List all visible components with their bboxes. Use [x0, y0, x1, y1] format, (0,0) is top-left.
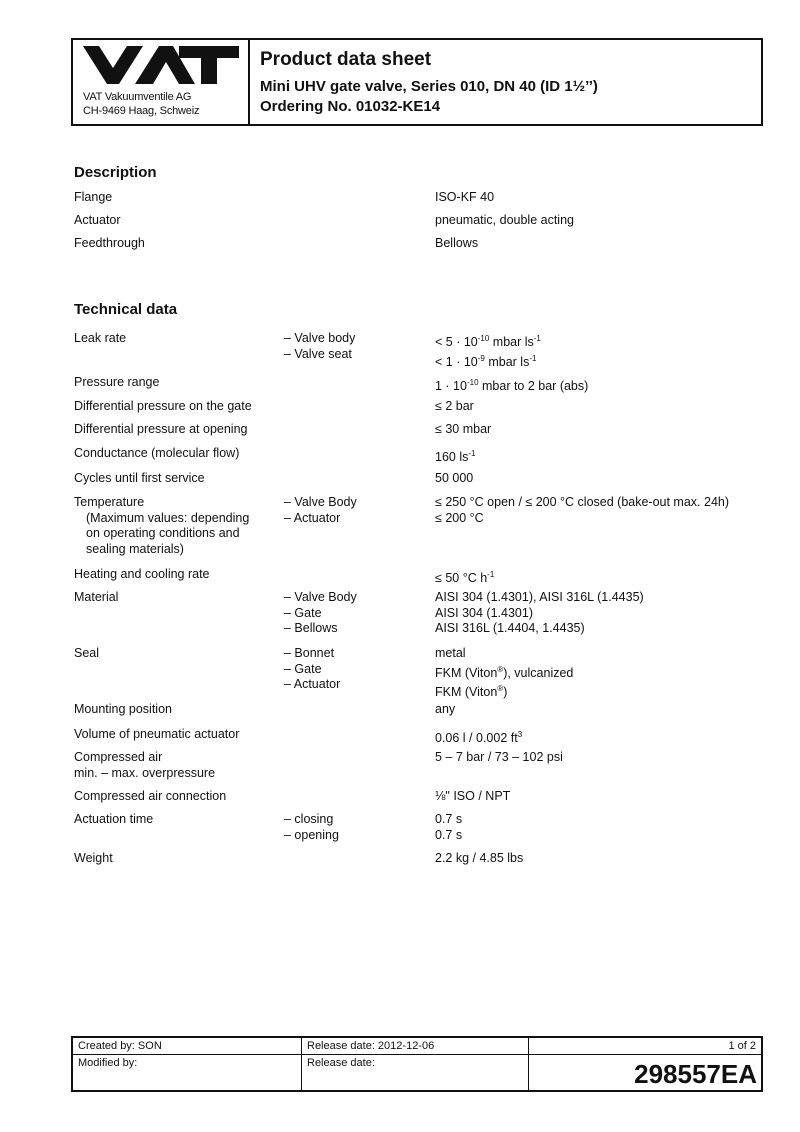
row-label: Cycles until first service — [74, 471, 205, 485]
row-value: 0.06 l / 0.002 $ft^3$ — [435, 730, 523, 746]
title-box — [250, 40, 761, 124]
row-label: Feedthrough — [74, 236, 145, 250]
footer-table — [71, 1036, 763, 1092]
row-label: Compressed air min. – max. overpressure — [74, 750, 216, 780]
row-label: Differential pressure at opening — [74, 422, 248, 436]
row-label: Compressed air connection — [74, 789, 227, 803]
row-value: ISO-KF 40 — [435, 190, 495, 204]
row-label: Seal — [74, 646, 100, 660]
row-value: ⅛" ISO / NPT — [435, 789, 511, 803]
row-label: Actuation time — [74, 812, 154, 826]
release-date-2: Release date: — [302, 1055, 529, 1092]
description-heading: Description — [74, 164, 157, 181]
company-name: VAT Vakuumventile AG — [83, 91, 192, 103]
row-value: Bellows — [435, 236, 479, 250]
technical-heading: Technical data — [74, 301, 178, 318]
row-label: Leak rate — [74, 331, 127, 345]
row-values: metal FKM (Viton®), vulcanized FKM (Viton®) — [435, 646, 574, 700]
company-location: CH-9469 Haag, Schweiz — [83, 105, 200, 117]
row-label: Differential pressure on the gate — [74, 399, 252, 413]
row-label: Temperature (Maximum values: depending on operating conditions and sealing materials) — [74, 495, 250, 556]
header-box — [71, 38, 763, 126]
row-label: Pressure range — [74, 375, 160, 389]
row-values: < $5 \cdot 10^{-10}$ mbar $ls^{-1}$ < $1 \cdot 10^{-9}$ mbar $ls^{-1}$ — [435, 334, 541, 369]
created-by: Created by: SON — [73, 1038, 302, 1055]
logo-box — [73, 40, 250, 124]
row-values: 0.7 s 0.7 s — [435, 812, 463, 842]
vat-logo — [83, 46, 239, 86]
ordering-number: Ordering No. 01032-KE14 — [260, 98, 441, 115]
row-value: $1 \cdot 10^{-10}$ mbar to 2 bar (abs) — [435, 378, 589, 394]
row-value: pneumatic, double acting — [435, 213, 574, 227]
row-values: AISI 304 (1.4301), AISI 316L (1.4435) AISI 304 (1.4301) AISI 316L (1.4404, 1.4435) — [435, 590, 644, 635]
row-value: ≤ 2 bar — [435, 399, 474, 413]
row-label: Flange — [74, 190, 113, 204]
row-label: Conductance (molecular flow) — [74, 446, 240, 460]
row-values: ≤ 250 °C open / ≤ 200 °C closed (bake-out max. 24h) ≤ 200 °C — [435, 495, 730, 525]
row-value: 5 – 7 bar / 73 – 102 psi — [435, 750, 563, 764]
row-label: Material — [74, 590, 119, 604]
row-label: Weight — [74, 851, 113, 865]
row-label: Actuator — [74, 213, 121, 227]
document-number: 298557EA — [634, 1059, 757, 1089]
release-date: Release date: 2012-12-06 — [302, 1038, 529, 1055]
modified-by: Modified by: — [73, 1055, 302, 1092]
row-label: Volume of pneumatic actuator — [74, 727, 240, 741]
row-value: ≤ 50 °C $h^{-1}$ — [435, 570, 495, 586]
row-sublabels: – Valve Body – Gate – Bellows — [284, 590, 357, 635]
row-sublabels: – Bonnet – Gate – Actuator — [284, 646, 341, 691]
row-value: ≤ 30 mbar — [435, 422, 492, 436]
document-title: Product data sheet — [260, 49, 432, 70]
company-address — [83, 90, 199, 118]
row-value: 2.2 kg / 4.85 lbs — [435, 851, 524, 865]
row-sublabels: – closing – opening — [284, 812, 339, 842]
row-label: Heating and cooling rate — [74, 567, 210, 581]
row-sublabels: – Valve Body – Actuator — [284, 495, 357, 525]
row-label: Mounting position — [74, 702, 172, 716]
product-name: Mini UHV gate valve, Series 010, DN 40 (ID 1½’’) — [260, 78, 598, 95]
row-value: 50 000 — [435, 471, 474, 485]
row-value: 160 $ls^{-1}$ — [435, 449, 476, 465]
row-sublabels: – Valve body – Valve seat — [284, 331, 356, 361]
page-number: 1 of 2 — [529, 1038, 761, 1055]
row-value: any — [435, 702, 456, 716]
